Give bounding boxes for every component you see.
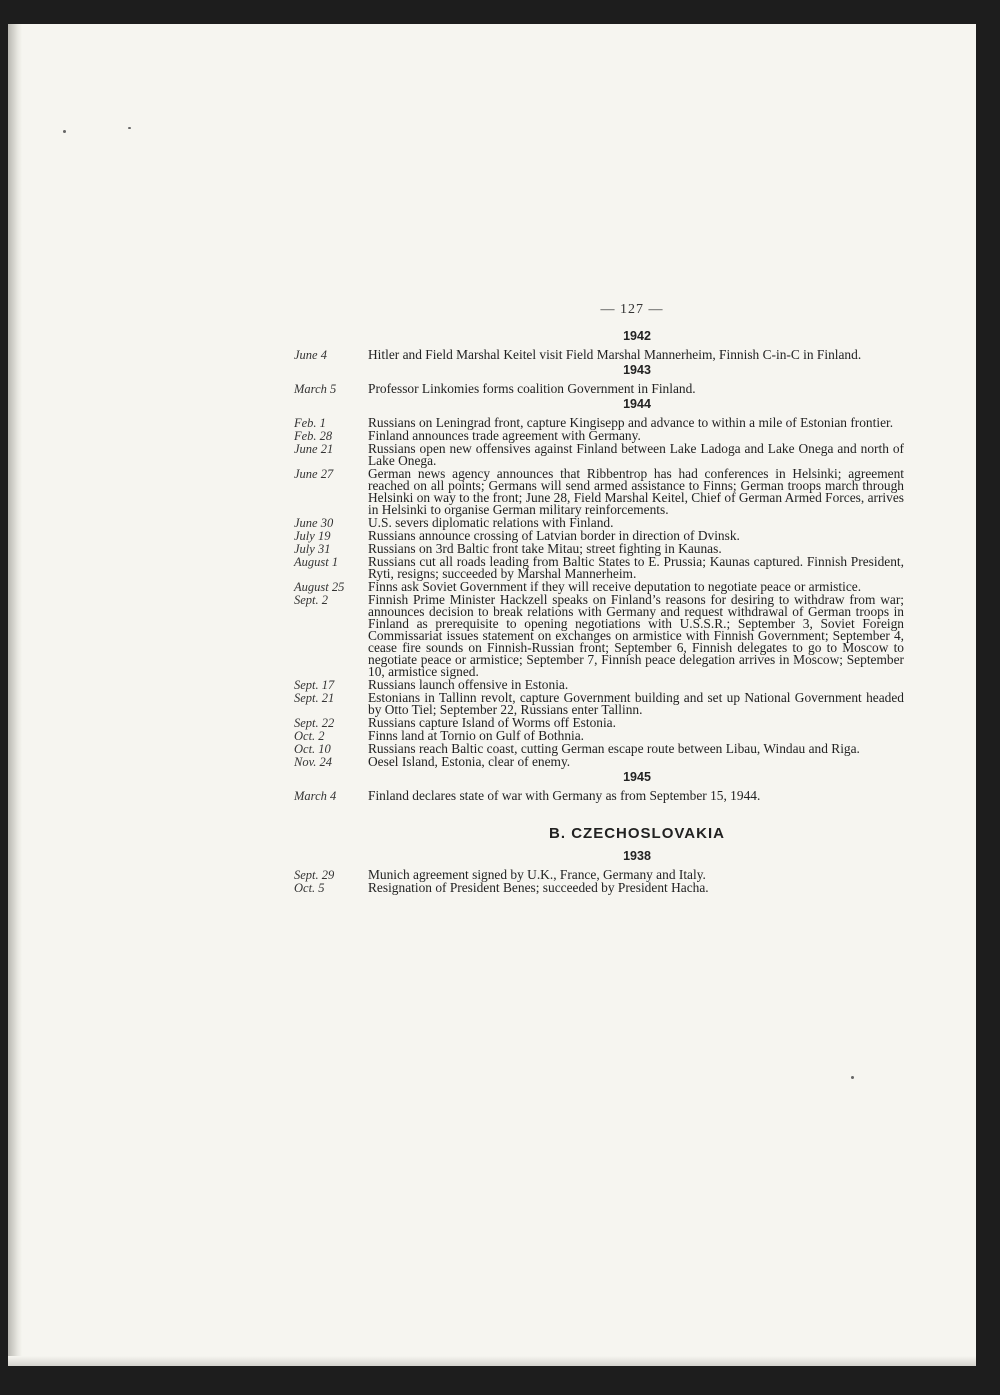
entry-text: Oesel Island, Estonia, clear of enemy. (368, 754, 571, 769)
page-fold-shadow (8, 24, 22, 1366)
entry-text: German news agency announces that Ribbentrop has had conferences in Helsinki; agreement reached on all points; Germans will send armed assistance to Finns; German troops march through Helsinki on way to the front; June 28, Field Marshal Keitel, Chief of German Armed Forces, arrives in Helsinki to organise German military reinforcements. (368, 466, 904, 517)
entry-date: June 21 (294, 442, 334, 456)
chronology-entry (290, 882, 904, 894)
entry-text: Resignation of President Benes; succeeded by President Hacha. (368, 880, 709, 895)
chronology-entry (290, 349, 904, 361)
entry-text: Russians cut all roads leading from Baltic States to E. Prussia; Kaunas captured. Finnish President, Ryti, resigns; succeeded by Marshal Mannerheim. (368, 554, 904, 581)
entry-date: Sept. 22 (294, 716, 335, 730)
entry-date: August 1 (294, 555, 339, 569)
entry-text: U.S. severs diplomatic relations with Finland. (368, 515, 614, 530)
page-content (290, 304, 904, 895)
page-number: — 127 — (600, 302, 664, 317)
entry-text: Russians launch offensive in Estonia. (368, 677, 569, 692)
entry-text: Russians capture Island of Worms off Estonia. (368, 715, 616, 730)
chronology-entry (290, 383, 904, 395)
entry-date: March 4 (294, 789, 337, 803)
entry-text: Professor Linkomies forms coalition Government in Finland. (368, 381, 696, 396)
document-page (8, 24, 976, 1366)
entry-date: July 19 (294, 529, 331, 543)
entry-date: August 25 (294, 580, 345, 594)
section-title: B. CZECHOSLOVAKIA (549, 825, 725, 842)
entry-text: Finns ask Soviet Government if they will receive deputation to negotiate peace or armistice. (368, 579, 862, 594)
entry-text: Russians on Leningrad front, capture Kingisepp and advance to within a mile of Estonian frontier. (368, 415, 894, 430)
year-heading: 1945 (623, 770, 651, 784)
page-bottom-shadow (8, 1356, 976, 1366)
year-heading: 1943 (623, 363, 651, 377)
entry-text: Finns land at Tornio on Gulf of Bothnia. (368, 728, 585, 743)
entry-date: Oct. 2 (294, 729, 325, 743)
entry-date: Sept. 21 (294, 691, 335, 705)
entry-text: Finnish Prime Minister Hackzell speaks on Finland’s reasons for desiring to withdraw from war; announces decision to break relations with Germany and request withdrawal of German troops in Finland as prerequisite to opening negotiations with U.S.S.R.; September 3, Soviet Foreign Commissariat issues statement on exchanges on armistice with Finnish Government; September 4, cease fire sounds on Finnish-Russian front; September 6, Finnish delegates to go to Moscow to negotiate peace or armistice; September 7, Finnish peace delegation arrives in Moscow; September 10, armistice signed. (368, 592, 904, 679)
chronology-entry (290, 468, 904, 516)
chronology-entry (290, 692, 904, 716)
paper-speck (128, 127, 131, 129)
entry-date: June 27 (294, 467, 334, 481)
entry-text: Estonians in Tallinn revolt, capture Government building and set up National Government headed by Otto Tiel; September 22, Russians enter Tallinn. (368, 690, 904, 717)
entry-date: March 5 (294, 382, 337, 396)
entry-text: Russians announce crossing of Latvian border in direction of Dvinsk. (368, 528, 740, 543)
entry-date: Sept. 2 (294, 593, 329, 607)
entry-text: Finland announces trade agreement with Germany. (368, 428, 641, 443)
entry-date: Sept. 29 (294, 868, 335, 882)
entry-text: Russians reach Baltic coast, cutting German escape route between Libau, Windau and Riga. (368, 741, 860, 756)
entry-date: Oct. 5 (294, 881, 325, 895)
entry-text: Munich agreement signed by U.K., France, Germany and Italy. (368, 867, 706, 882)
chronology-entry (290, 443, 904, 467)
year-heading: 1942 (623, 329, 651, 343)
entry-date: July 31 (294, 542, 331, 556)
chronology-entry (290, 556, 904, 580)
chronology-entry (290, 756, 904, 768)
chronology-entry (290, 594, 904, 678)
paper-speck (851, 1076, 854, 1079)
entry-date: June 30 (294, 516, 334, 530)
entry-date: Feb. 28 (294, 429, 333, 443)
entry-text: Finland declares state of war with Germany as from September 15, 1944. (368, 788, 761, 803)
entry-text: Russians open new offensives against Finland between Lake Ladoga and Lake Onega and north of Lake Onega. (368, 441, 904, 468)
entry-text: Russians on 3rd Baltic front take Mitau; street fighting in Kaunas. (368, 541, 722, 556)
paper-speck (63, 130, 66, 133)
entry-date: Sept. 17 (294, 678, 335, 692)
entry-date: June 4 (294, 348, 327, 362)
year-heading: 1938 (623, 849, 651, 863)
year-heading: 1944 (623, 397, 651, 411)
entry-date: Nov. 24 (294, 755, 332, 769)
entry-date: Oct. 10 (294, 742, 331, 756)
chronology-entry (290, 790, 904, 802)
entry-text: Hitler and Field Marshal Keitel visit Field Marshal Mannerheim, Finnish C-in-C in Finland. (368, 347, 862, 362)
entry-date: Feb. 1 (294, 416, 326, 430)
